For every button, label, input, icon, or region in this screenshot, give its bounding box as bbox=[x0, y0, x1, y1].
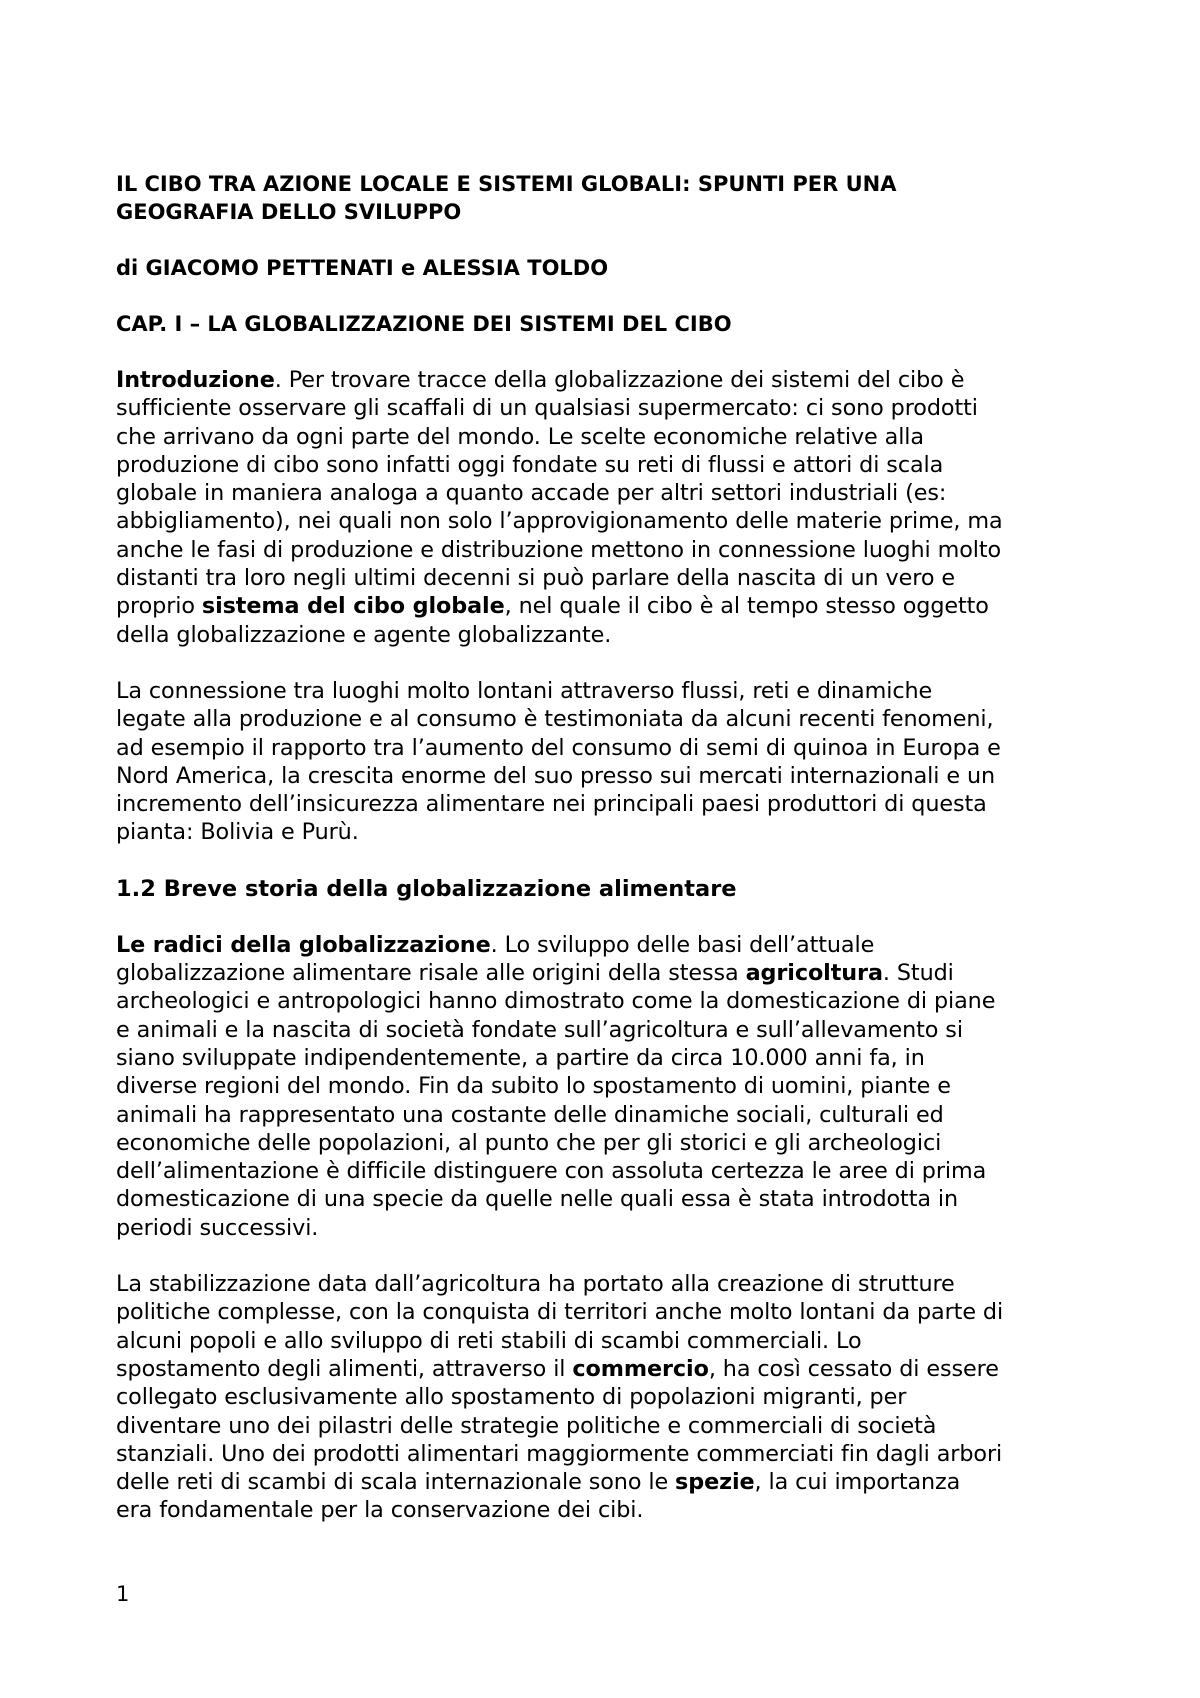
paragraph-line: economiche delle popolazioni, al punto che per gli storici e gli archeologici bbox=[116, 1129, 942, 1156]
paragraph-line: ad esempio il rapporto tra l’aumento del consumo di semi di quinoa in Europa e bbox=[116, 734, 1001, 761]
paragraph-line bbox=[116, 959, 1096, 987]
paragraph-line: anche le fasi di produzione e distribuzione mettono in connessione luoghi molto bbox=[116, 536, 1002, 563]
roots-lead: Le radici della globalizzazione bbox=[116, 931, 491, 958]
text-run: . Lo sviluppo delle basi dell’attuale bbox=[490, 931, 875, 958]
paragraph-line: La stabilizzazione data dall’agricoltura ha portato alla creazione di strutture bbox=[116, 1271, 955, 1298]
paragraph-line: legate alla produzione e al consumo è testimoniata da alcuni recenti fenomeni, bbox=[116, 706, 994, 733]
paragraph-line: alcuni popoli e allo sviluppo di reti stabili di scambi commerciali. Lo bbox=[116, 1327, 862, 1354]
paragraph-line: siano sviluppate indipendentemente, a partire da circa 10.000 anni fa, in bbox=[116, 1044, 925, 1071]
text-run: , nel quale il cibo è al tempo stesso oggetto bbox=[504, 593, 989, 620]
intro-lead: Introduzione bbox=[116, 367, 275, 393]
paragraph-line: animali ha rappresentato una costante delle dinamiche sociali, culturali ed bbox=[116, 1101, 944, 1128]
text-run: . Studi bbox=[882, 960, 954, 987]
paragraph-line: La connessione tra luoghi molto lontani attraverso flussi, reti e dinamiche bbox=[116, 677, 933, 704]
section-title: 1.2 Breve storia della globalizzazione alimentare bbox=[116, 875, 737, 902]
bold-term: agricoltura bbox=[745, 960, 883, 987]
text-run: , ha così cessato di essere bbox=[708, 1355, 999, 1382]
title-line: IL CIBO TRA AZIONE LOCALE E SISTEMI GLOBALI: SPUNTI PER UNA bbox=[116, 172, 897, 196]
paragraph-line: incremento dell’insicurezza alimentare nei principali paesi produttori di questa bbox=[116, 791, 987, 818]
text-run: globalizzazione alimentare risale alle origini della stessa bbox=[116, 960, 746, 987]
bold-term: commercio bbox=[572, 1355, 709, 1382]
paragraph-line: e animali e la nascita di società fondate sull’agricoltura e sull’allevamento si bbox=[116, 1016, 963, 1043]
paragraph-line bbox=[116, 1468, 1096, 1496]
paragraph-line: archeologici e antropologici hanno dimostrato come la domesticazione di piane bbox=[116, 988, 996, 1015]
page-number: 1 bbox=[116, 1582, 130, 1606]
trade-paragraph bbox=[116, 1270, 1096, 1525]
paragraph-line: domesticazione di una specie da quelle nelle quali essa è stata introdotta in bbox=[116, 1186, 959, 1213]
paragraph-line: della globalizzazione e agente globalizzante. bbox=[116, 621, 612, 648]
paragraph-line: che arrivano da ogni parte del mondo. Le scelte economiche relative alla bbox=[116, 423, 924, 450]
paragraph-line bbox=[116, 366, 1096, 394]
paragraph-line: sufficiente osservare gli scaffali di un qualsiasi supermercato: ci sono prodotti bbox=[116, 395, 978, 422]
paragraph-line: diventare uno dei pilastri delle strategie politiche e commerciali di società bbox=[116, 1412, 937, 1439]
text-run: . Per trovare tracce della globalizzazione dei sistemi del cibo è bbox=[274, 367, 965, 393]
intro-paragraph bbox=[116, 366, 1096, 649]
text-run: , la cui importanza bbox=[754, 1469, 961, 1496]
paragraph-line: diverse regioni del mondo. Fin da subito lo spostamento di uomini, piante e bbox=[116, 1073, 951, 1100]
document-content bbox=[116, 170, 1096, 1553]
text-run: delle reti di scambi di scala internazionale sono le bbox=[116, 1469, 676, 1496]
title-line: GEOGRAFIA DELLO SVILUPPO bbox=[116, 200, 462, 224]
chapter-title: CAP. I – LA GLOBALIZZAZIONE DEI SISTEMI DEL CIBO bbox=[116, 312, 732, 336]
paragraph-line bbox=[116, 1355, 1096, 1383]
bold-term: sistema del cibo globale bbox=[201, 593, 505, 620]
roots-paragraph bbox=[116, 931, 1096, 1242]
authors-line: di GIACOMO PETTENATI e ALESSIA TOLDO bbox=[116, 256, 609, 280]
paragraph-line bbox=[116, 592, 1096, 620]
paragraph-line: abbigliamento), nei quali non solo l’approvigionamento delle materie prime, ma bbox=[116, 508, 1003, 535]
paragraph-line: produzione di cibo sono infatti oggi fondate su reti di flussi e attori di scala bbox=[116, 451, 944, 478]
paragraph-line: politiche complesse, con la conquista di territori anche molto lontani da parte di bbox=[116, 1299, 1004, 1326]
paragraph-line: stanziali. Uno dei prodotti alimentari maggiormente commerciati fin dagli arbori bbox=[116, 1440, 1003, 1467]
quinoa-paragraph bbox=[116, 677, 1096, 847]
paragraph-line: globale in maniera analoga a quanto accade per altri settori industriali (es: bbox=[116, 480, 947, 507]
text-run: proprio bbox=[116, 593, 202, 620]
paragraph-line: collegato esclusivamente allo spostamento di popolazioni migranti, per bbox=[116, 1384, 907, 1411]
document-title bbox=[116, 170, 1096, 226]
paragraph-line: pianta: Bolivia e Purù. bbox=[116, 819, 359, 846]
text-run: spostamento degli alimenti, attraverso il bbox=[116, 1355, 573, 1382]
paragraph-line: dell’alimentazione è difficile distinguere con assoluta certezza le aree di prima bbox=[116, 1158, 987, 1185]
paragraph-line bbox=[116, 931, 1096, 959]
paragraph-line: periodi successivi. bbox=[116, 1214, 319, 1241]
bold-term: spezie bbox=[675, 1469, 755, 1496]
paragraph-line: era fondamentale per la conservazione dei cibi. bbox=[116, 1497, 644, 1524]
paragraph-line: Nord America, la crescita enorme del suo presso sui mercati internazionali e un bbox=[116, 762, 996, 789]
paragraph-line: distanti tra loro negli ultimi decenni si può parlare della nascita di un vero e bbox=[116, 565, 955, 592]
